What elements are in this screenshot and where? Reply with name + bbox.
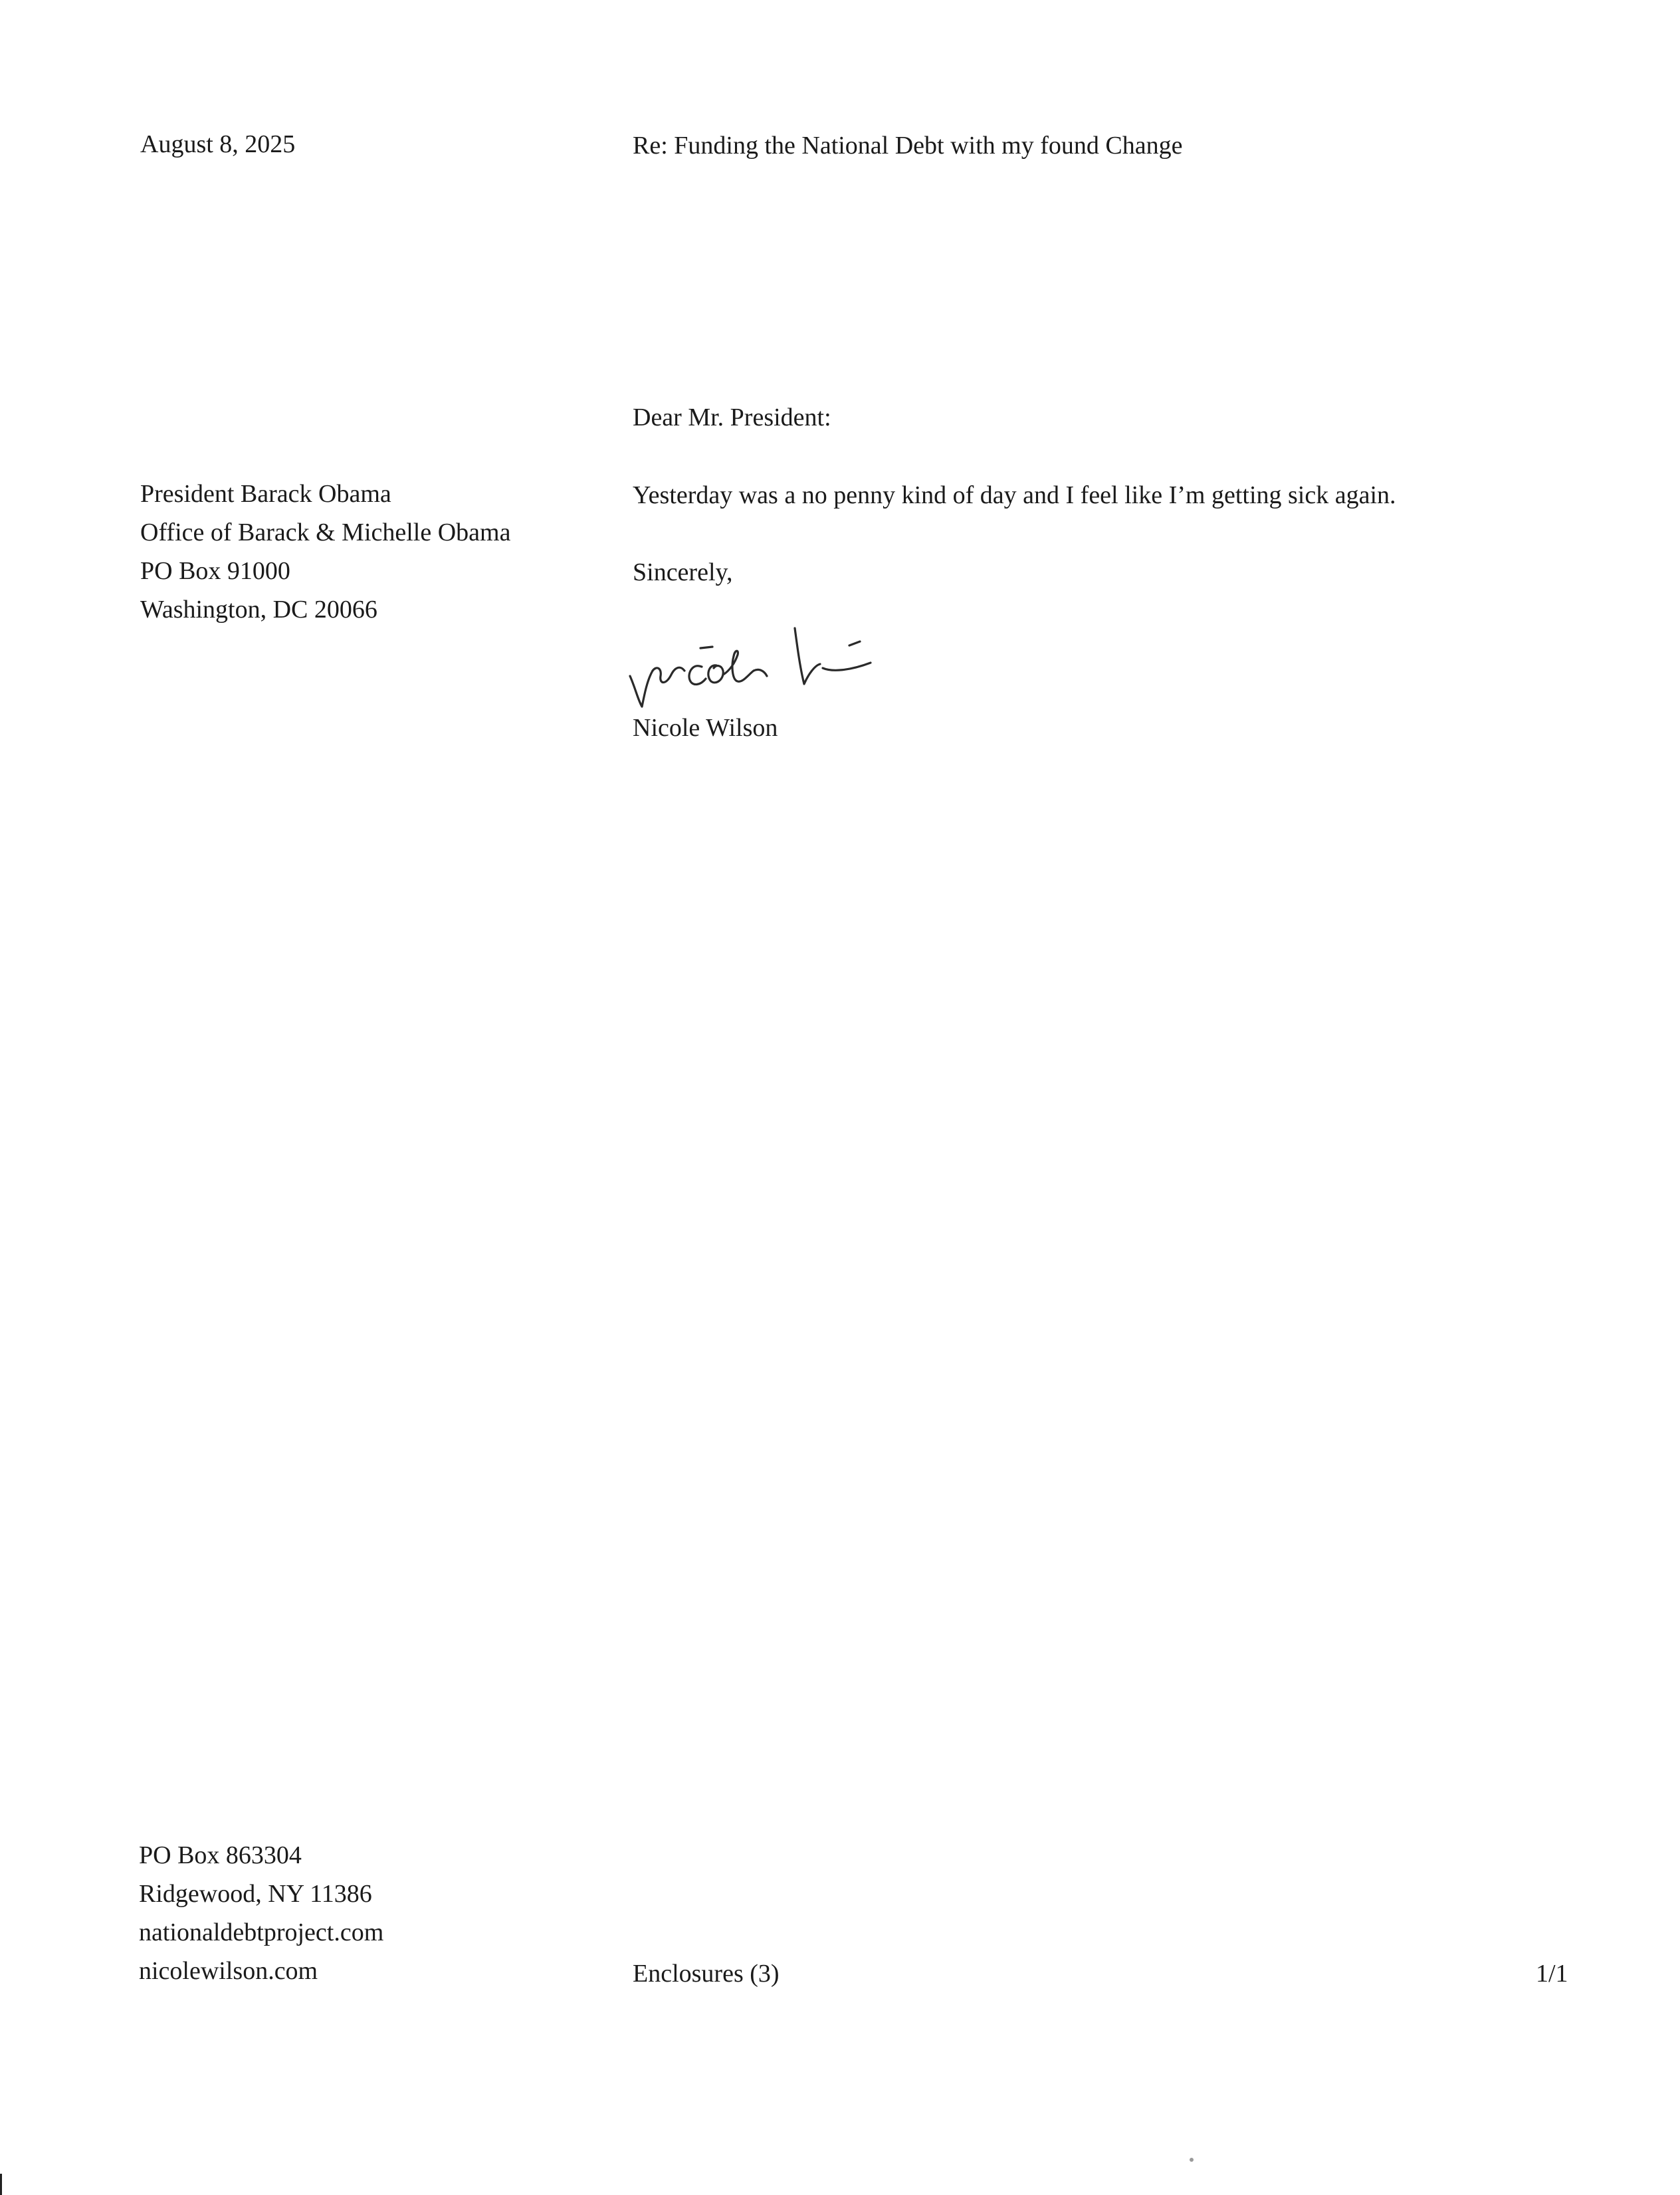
recipient-address [140,475,510,629]
recipient-po-box: PO Box 91000 [140,557,290,585]
signer-name: Nicole Wilson [633,714,778,742]
recipient-office: Office of Barack & Michelle Obama [140,519,511,546]
sender-address [139,1836,383,1990]
closing: Sincerely, [633,558,733,586]
letter-subject: Re: Funding the National Debt with my found Change [633,132,1183,160]
recipient-name: President Barack Obama [140,480,391,508]
scan-edge-mark [0,2174,2,2195]
scan-speck [1190,2158,1194,2162]
salutation: Dear Mr. President: [633,404,831,431]
letter-body: Yesterday was a no penny kind of day and I feel like I’m getting sick again. [633,481,1396,509]
recipient-city-state-zip: Washington, DC 20066 [140,596,377,624]
sender-website-national-debt: nationaldebtproject.com [139,1918,384,1946]
handwritten-signature [623,602,916,718]
sender-website-personal: nicolewilson.com [139,1957,318,1985]
sender-city-state-zip: Ridgewood, NY 11386 [139,1880,372,1908]
page-number: 1/1 [1536,1960,1568,1988]
enclosures-note: Enclosures (3) [633,1960,780,1988]
sender-po-box: PO Box 863304 [139,1841,302,1869]
letter-date: August 8, 2025 [140,130,296,158]
